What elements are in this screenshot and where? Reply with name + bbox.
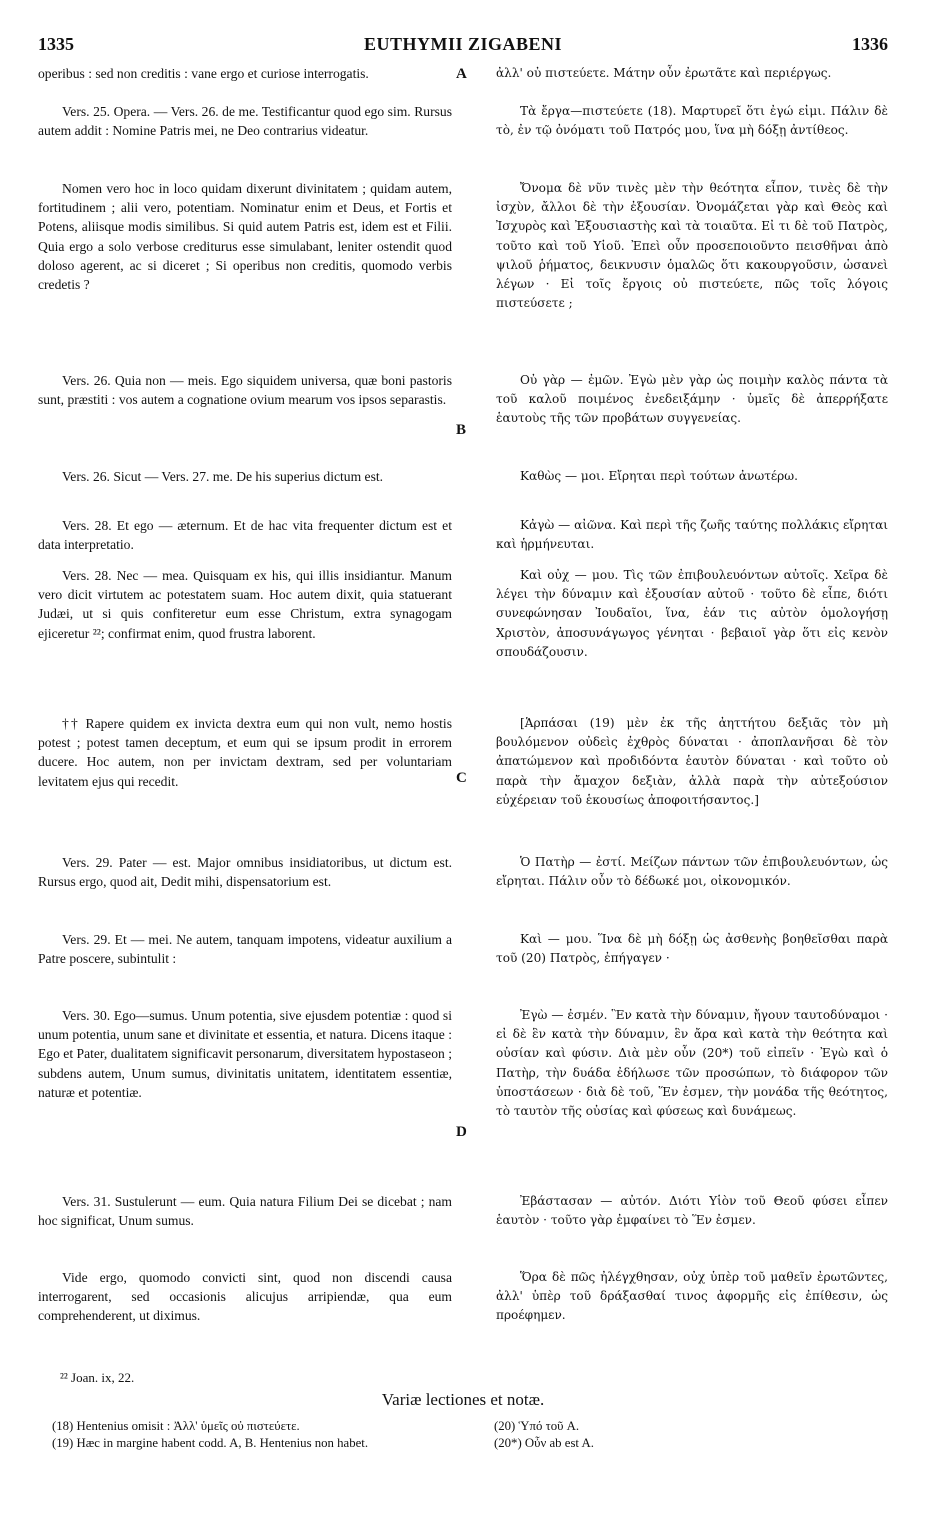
greek-para: Καὶ — μου. Ἵνα δὲ μὴ δόξῃ ὡς ἀσθενὴς βοηθεῖσθαι παρὰ τοῦ (20) Πατρὸς, ἐπήγαγεν · [496,932,888,966]
greek-para: Καὶ οὐχ — μου. Τὶς τῶν ἐπιβουλευόντων αὐτοῖς. Χεῖρα δὲ λέγει τὴν δύναμιν καὶ ἐξουσίαν αὐτοῦ · τοῦτο δὲ εἶπε, διότι συνεφώνησαν Ἰουδαῖοι, ἵνα, ἐάν τις αὐτὸν ὁμολογήσῃ Χριστὸν, ἀποσυνάγωγος γένηται · βεβαιοῖ γὰρ ὅτι εἰς κενὸν σπουδάζουσιν. [496,568,888,659]
page-number-left: 1335 [38,34,74,54]
greek-para: Οὐ γὰρ — ἐμῶν. Ἐγὼ μὲν γὰρ ὡς ποιμὴν καλὸς πάντα τὰ τοῦ καλοῦ ποιμένος ἐνεδειξάμην · ὑμεῖς δὲ ἀπερρήξατε ἑαυτοὺς τῆς τῶν προβάτων συγγενείας. [496,373,888,426]
variae-right [494,1418,874,1451]
latin-para: Nomen vero hoc in loco quidam dixerunt divinitatem ; quidam autem, fortitudinem ; alii vero, potentiam. Nominatur enim et Deus, et Fortis et Potens, aliisque modis similibus. Si quid autem Patris est, idem est et Filii. Quia ergo a solo verbose crediturus esse simulabant, leniter ostendit quod doloso agerent, ac si diceret ; Si operibus non creditis, quomodo verbis credetis ? [38,181,452,293]
greek-para: Ὅρα δὲ πῶς ἠλέγχθησαν, οὐχ ὑπὲρ τοῦ μαθεῖν ἐρωτῶντες, ἀλλ' ὑπὲρ τοῦ δράξασθαί τινος ἀφορμῆς εἰς ἐπίθεσιν, ὡς προέφημεν. [496,1270,888,1323]
running-head [38,34,888,58]
variae-left [52,1418,472,1451]
latin-para: operibus : sed non creditis : vane ergo et curiose interrogatis. [38,66,369,81]
variae-note: (20*) Οὖν ab est A. [494,1435,594,1450]
latin-para: Vers. 30. Ego—sumus. Unum potentia, sive ejusdem potentiæ : quod si unum potentia, unum sane et divinitate et essentia, et natura. Dicens itaque : Ego et Pater, dualitatem significavit personarum, diversitatem hypostaseon ; subdens autem, Unum sumus, divinitatis unitatem, identitatem essentiæ, naturæ et potentiæ. [38,1008,452,1100]
margin-marker-a: A [456,66,467,82]
greek-para: [Ἁρπάσαι (19) μὲν ἐκ τῆς ἀηττήτου δεξιᾶς τὸν μὴ βουλόμενον οὐδεὶς ἐχθρὸς δύναται · ἀποπλανῆσαι δὲ τὸν ἀπατώμενον καὶ προδιδόντα ἑαυτὸν δύναται · καὶ τοῦτο οὐ παρὰ τὴν ἄμαχον δεξιὰν, ἀλλὰ παρὰ τὴν αὐτεξούσιον εὐχέρειαν τοῦ ἑκουσίως ἀποφοιτήσαντος.] [496,716,888,807]
latin-para: Vers. 28. Et ego — æternum. Et de hac vita frequenter dictum est et data interpretatio. [38,518,452,553]
greek-para: Ὁ Πατὴρ — ἐστί. Μείζων πάντων τῶν ἐπιβουλευόντων, ὡς εἴρηται. Πάλιν οὖν τὸ δέδωκέ μοι, οἰκονομικόν. [496,855,888,889]
latin-para: Vide ergo, quomodo convicti sint, quod non discendi causa interrogarent, sed occasionis alicujus arripiendæ, qua eum comprehenderent, ut diximus. [38,1270,452,1324]
variae-note: (20) Ὑπό τοῦ A. [494,1419,580,1433]
latin-para: Vers. 31. Sustulerunt — eum. Quia natura Filium Dei se dicebat ; nam hoc significat, Unum sumus. [38,1194,452,1229]
page-number-right: 1336 [852,34,888,54]
footnote: ²² Joan. ix, 22. [60,1370,135,1385]
variae-note: (19) Hæc in margine habent codd. A, B. Hentenius non habet. [52,1435,369,1450]
margin-marker-c: C [456,770,467,786]
page-title: EUTHYMII ZIGABENI [363,34,563,54]
latin-para: Vers. 29. Pater — est. Major omnibus insidiatoribus, ut dictum est. Rursus ergo, quod ait, Dedit mihi, dispensatorium est. [38,855,452,890]
latin-para: †† Rapere quidem ex invicta dextra eum qui non vult, nemo hostis potest ; potest tamen deceptum, et eum qui se ipsum prodit in errorem ducere. Hoc autem, non per invictam dextram, sed per voluntariam levitatem ejus qui recedit. [38,716,452,789]
variae-heading: Variæ lectiones et notæ. [381,1390,545,1409]
margin-marker-b: B [456,422,467,438]
greek-para: Κἀγὼ — αἰῶνα. Καὶ περὶ τῆς ζωῆς ταύτης πολλάκις εἴρηται καὶ ἡρμήνευται. [496,518,888,552]
greek-para: Ὄνομα δὲ νῦν τινὲς μὲν τὴν θεότητα εἶπον, τινὲς δὲ τὴν ἰσχὺν, ἄλλοι δὲ τὴν ἐξουσίαν. Ὀνομάζεται γὰρ καὶ Θεὸς καὶ Ἰσχυρὸς καὶ Ἐξουσιαστὴς καὶ τὰ τοιαῦτα. Εἰ τι δὲ τοῦ Πατρὸς, τοῦτο καὶ τοῦ Υἱοῦ. Ἐπεὶ οὖν προσεποιοῦντο πεισθῆναι ἀπὸ ψιλοῦ ῥήματος, δεικνυσιν ὁμαλῶς ὅτι κακουργοῦσιν, ὡσανεὶ λέγων · Εἰ τοῖς ἔργοις οὐ πιστεύετε, πῶς τοῖς λόγοις πιστεύσετε ; [496,181,888,311]
greek-para: Ἐβάστασαν — αὐτόν. Διότι Υἱὸν τοῦ Θεοῦ φύσει εἶπεν ἑαυτὸν · τοῦτο γὰρ ἐμφαίνει τὸ Ἕν ἐσμεν. [496,1194,888,1228]
latin-para: Vers. 25. Opera. — Vers. 26. de me. Testificantur quod ego sim. Rursus autem addit : Nomine Patris mei, ne Deo contrarius videatur. [38,104,452,139]
margin-marker-d: D [456,1124,467,1140]
variae-note: (18) Hentenius omisit : Ἀλλ' ὑμεῖς οὐ πιστεύετε. [52,1419,300,1433]
greek-para: ἀλλ' οὐ πιστεύετε. Μάτην οὖν ἐρωτᾶτε καὶ περιέργως. [496,66,832,80]
greek-para: Ἐγὼ — ἐσμέν. Ἓν κατὰ τὴν δύναμιν, ἤγουν ταυτοδύναμοι · εἰ δὲ ἓν κατὰ τὴν δύναμιν, ἓν ἄρα καὶ κατὰ τὴν θεότητα καὶ οὐσίαν καὶ φύσιν. Διὰ μὲν οὖν (20*) τοῦ εἰπεῖν · Ἐγὼ καὶ ὁ Πατὴρ, τὴν δυάδα ἐδήλωσε τῶν προσώπων, τὸ διάφορον τῶν ὑποστάσεων · διὰ δὲ τοῦ, Ἕν ἐσμεν, τὴν μονάδα τῆς θεότητος, τὸ ταυτὸν τῆς οὐσίας καὶ φύσεως καὶ δυνάμεως. [496,1008,888,1119]
latin-para: Vers. 29. Et — mei. Ne autem, tanquam impotens, videatur auxilium a Patre poscere, subintulit : [38,932,452,967]
latin-para: Vers. 28. Nec — mea. Quisquam ex his, qui illis insidiantur. Manum vero dicit virtutem ac potestatem suam. Hoc autem dixit, quia statuerant Judæi, ut si quis confiteretur eum esse Christum, extra synagogam ejiceretur ²²; confirmat enim, quod frustra laborent. [38,568,452,641]
latin-para: Vers. 26. Quia non — meis. Ego siquidem universa, quæ boni pastoris sunt, præstiti : vos autem a cognatione ovium mearum vos ipsos separastis. [38,373,452,408]
greek-para: Καθὼς — μοι. Εἴρηται περὶ τούτων ἀνωτέρω. [520,469,798,483]
greek-para: Τὰ ἔργα—πιστεύετε (18). Μαρτυρεῖ ὅτι ἐγώ εἰμι. Πάλιν δὲ τὸ, ἐν τῷ ὀνόματι τοῦ Πατρός μου, ἵνα μὴ δόξῃ ἀντίθεος. [496,104,888,138]
latin-para: Vers. 26. Sicut — Vers. 27. me. De his superius dictum est. [62,469,384,484]
